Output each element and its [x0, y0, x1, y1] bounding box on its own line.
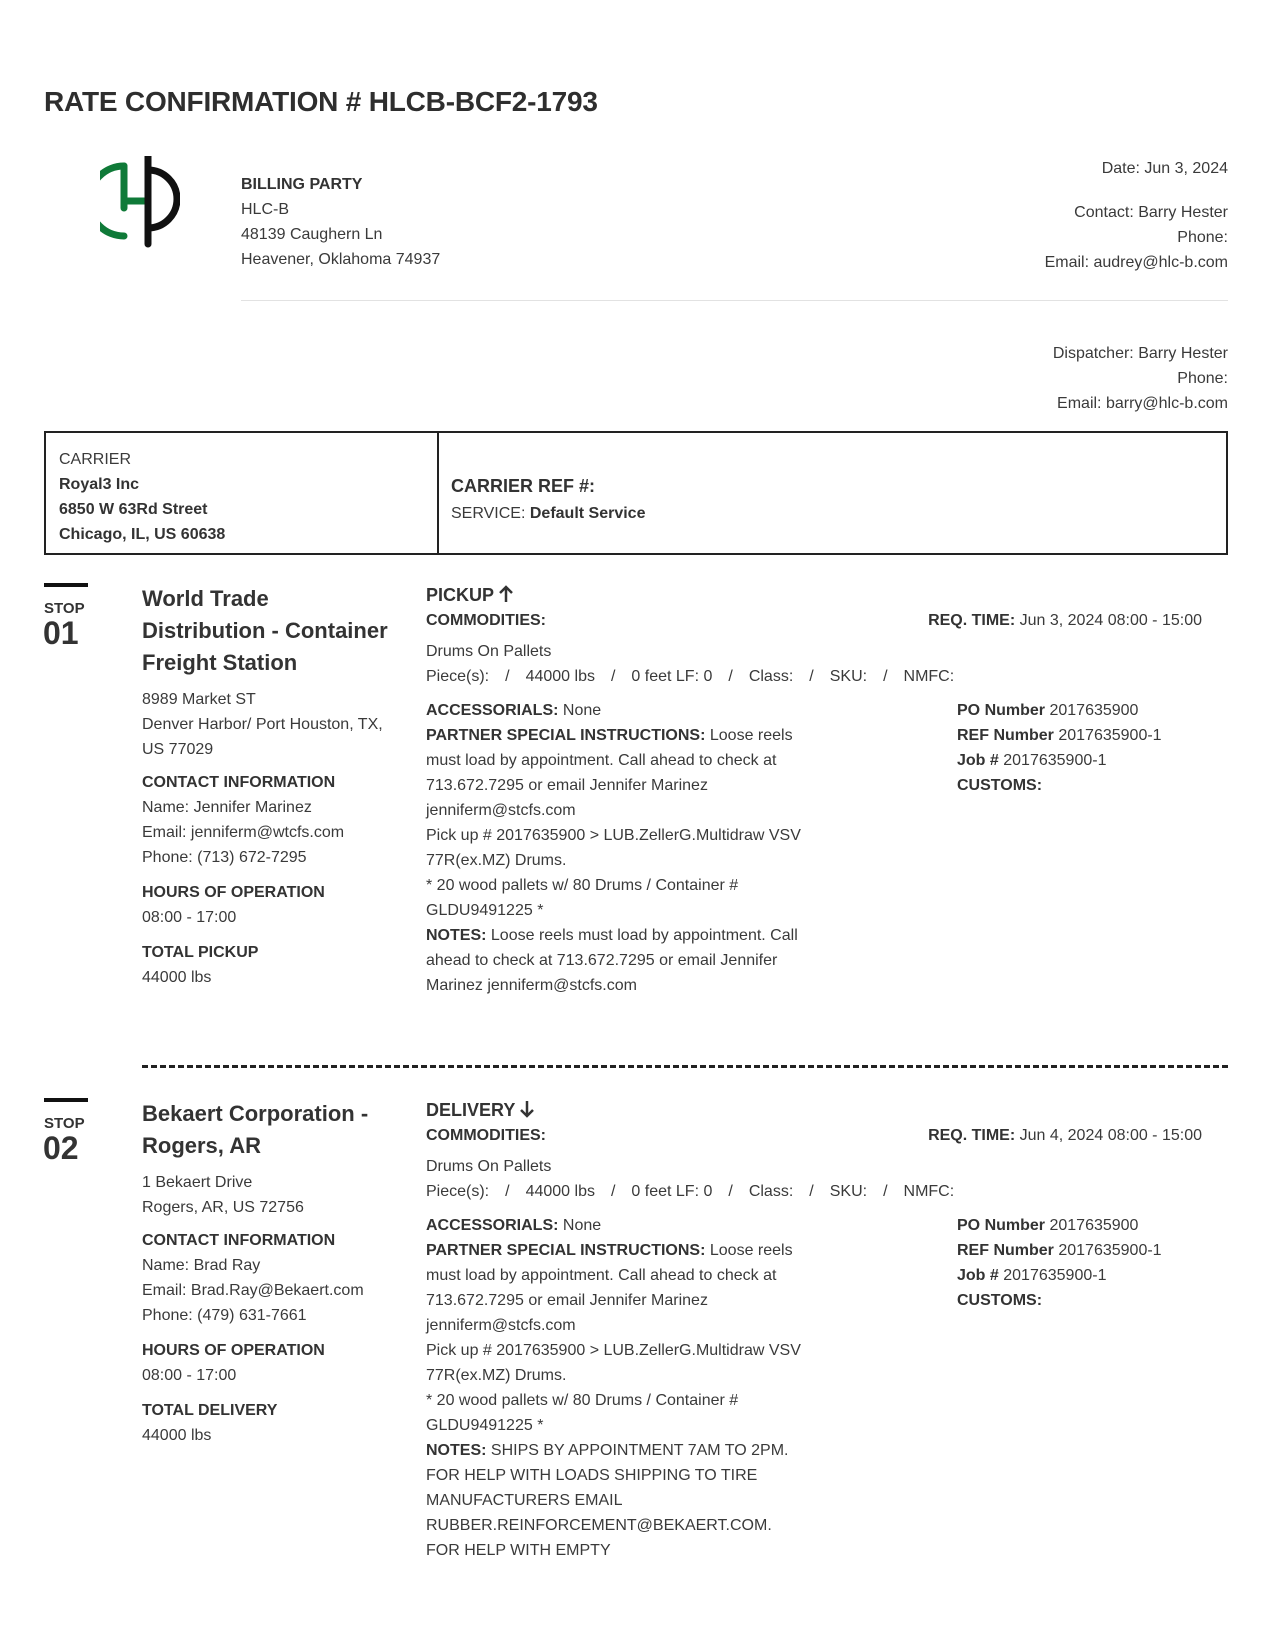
commodity-name: Drums On Pallets [426, 1158, 552, 1175]
job-label: Job # [957, 1267, 999, 1284]
hlc-logo-icon [100, 156, 180, 248]
billing-address-1: 48139 Caughern Ln [241, 226, 383, 243]
req-time [928, 608, 1202, 633]
job-line [957, 748, 1162, 773]
accessorials-line [426, 698, 801, 723]
accessorials-value: None [562, 1217, 602, 1234]
pallet-line: * 20 wood pallets w/ 80 Drums / Container # GLDU9491225 * [426, 1392, 739, 1434]
stop-contact-name: Name: Brad Ray [142, 1257, 261, 1274]
hours-value: 08:00 - 17:00 [142, 1367, 237, 1384]
stop-contact-email: Email: Brad.Ray@Bekaert.com [142, 1282, 364, 1299]
carrier-ref-label: CARRIER REF #: [451, 476, 596, 496]
pieces-field: 0 feet LF: 0 [631, 668, 713, 685]
service-line [451, 500, 1226, 528]
total-value: 44000 lbs [142, 1427, 212, 1444]
action-heading [426, 583, 1216, 608]
req-time-label: REQ. TIME: [928, 612, 1016, 629]
total-value: 44000 lbs [142, 969, 212, 986]
address-line-2: Denver Harbor/ Port Houston, TX, US 77029 [142, 716, 383, 758]
stop-number: 01 [43, 615, 79, 651]
arrow-down-icon [519, 1100, 535, 1118]
pieces-field: 44000 lbs [525, 1183, 595, 1200]
stop-contact-email: Email: jenniferm@wtcfs.com [142, 824, 345, 841]
billing-name: HLC-B [241, 201, 290, 218]
stop-details [426, 583, 1216, 998]
pieces-separator: / [883, 668, 888, 685]
contact-phone: Phone: [1177, 229, 1228, 246]
pieces-row [426, 1179, 1216, 1204]
reference-numbers [957, 698, 1162, 998]
action-heading [426, 1098, 1216, 1123]
contact-name: Contact: Barry Hester [1074, 204, 1228, 221]
notes-text: SHIPS BY APPOINTMENT 7AM TO 2PM. FOR HELP WITH LOADS SHIPPING TO TIRE MANUFACTURERS EMAIL RUBBER.REINFORCEMENT@BEKAERT.COM. FOR HELP WITH EMPTY [426, 1442, 789, 1559]
notes-text: Loose reels must load by appointment. Call ahead to check at 713.672.7295 or email Jennifer Marinez jenniferm@stcfs.com [426, 927, 798, 994]
ref-line [957, 723, 1162, 748]
service-label: SERVICE: [451, 505, 526, 522]
notes-label: NOTES: [426, 927, 487, 944]
ref-value: 2017635900-1 [1058, 727, 1162, 744]
service-value: Default Service [529, 505, 646, 522]
pieces-field: Class: [748, 668, 794, 685]
carrier-details [46, 433, 439, 553]
po-value: 2017635900 [1049, 702, 1139, 719]
contact-email: Email: audrey@hlc-b.com [1044, 254, 1228, 271]
job-line [957, 1263, 1162, 1288]
details-columns [426, 698, 1216, 998]
dispatcher-name: Dispatcher: Barry Hester [1052, 345, 1228, 362]
action-label: PICKUP [426, 585, 495, 605]
commodities-row [426, 608, 1216, 633]
carrier-address-2: Chicago, IL, US 60638 [59, 526, 226, 543]
pieces-field: SKU: [829, 1183, 868, 1200]
contact-heading: CONTACT INFORMATION [142, 1232, 336, 1249]
ref-label: REF Number [957, 1242, 1054, 1259]
stop-contact-phone: Phone: (479) 631-7661 [142, 1307, 307, 1324]
commodities-label: COMMODITIES: [426, 612, 546, 629]
carrier-box [44, 431, 1228, 555]
req-time-value: Jun 3, 2024 08:00 - 15:00 [1019, 612, 1202, 629]
special-instructions-label: PARTNER SPECIAL INSTRUCTIONS: [426, 1242, 706, 1259]
location-address [142, 1170, 397, 1220]
instructions [426, 698, 801, 998]
dispatcher-email: Email: barry@hlc-b.com [1057, 395, 1228, 412]
job-value: 2017635900-1 [1003, 1267, 1107, 1284]
accessorials-label: ACCESSORIALS: [426, 1217, 559, 1234]
pickup-line: Pick up # 2017635900 > LUB.ZellerG.Multidraw VSV 77R(ex.MZ) Drums. [426, 827, 801, 869]
billing-party [241, 172, 440, 272]
special-instructions-text: Loose reels must load by appointment. Call ahead to check at 713.672.7295 or email Jennifer Marinez jenniferm@stcfs.com [426, 727, 793, 819]
po-line [957, 1213, 1162, 1238]
pieces-separator: / [610, 668, 616, 685]
pieces-separator: / [728, 1183, 733, 1200]
total-heading: TOTAL PICKUP [142, 944, 259, 961]
carrier-name: Royal3 Inc [59, 476, 140, 493]
ref-line [957, 1238, 1162, 1263]
total-heading: TOTAL DELIVERY [142, 1402, 278, 1419]
job-value: 2017635900-1 [1003, 752, 1107, 769]
pieces-separator: / [610, 1183, 616, 1200]
pieces-field: Piece(s): [426, 1183, 490, 1200]
pieces-field: NMFC: [903, 1183, 955, 1200]
pieces-separator: / [728, 668, 733, 685]
pallet-line: * 20 wood pallets w/ 80 Drums / Container # GLDU9491225 * [426, 877, 739, 919]
location-address [142, 687, 397, 762]
ref-label: REF Number [957, 727, 1054, 744]
customs-label: CUSTOMS: [957, 777, 1043, 794]
instructions [426, 1213, 801, 1563]
stop-location [142, 583, 397, 990]
arrow-up-icon [498, 585, 514, 603]
commodity-name: Drums On Pallets [426, 643, 552, 660]
pieces-separator: / [883, 1183, 888, 1200]
billing-heading: BILLING PARTY [241, 176, 363, 193]
ref-value: 2017635900-1 [1058, 1242, 1162, 1259]
stop-location [142, 1098, 397, 1448]
location-name: World Trade Distribution - Container Freight Station [142, 586, 388, 675]
hours-heading: HOURS OF OPERATION [142, 884, 325, 901]
req-time [928, 1123, 1202, 1148]
pieces-field: 0 feet LF: 0 [631, 1183, 713, 1200]
pieces-field: SKU: [829, 668, 868, 685]
divider [241, 300, 1228, 301]
po-line [957, 698, 1162, 723]
address-line-2: Rogers, AR, US 72756 [142, 1199, 304, 1216]
dispatcher-info [1053, 341, 1228, 416]
pickup-line: Pick up # 2017635900 > LUB.ZellerG.Multidraw VSV 77R(ex.MZ) Drums. [426, 1342, 801, 1384]
special-instructions [426, 723, 801, 823]
pieces-separator: / [809, 668, 814, 685]
accessorials-value: None [562, 702, 602, 719]
reference-numbers [957, 1213, 1162, 1563]
pieces-field: Class: [748, 1183, 794, 1200]
contact-info [1045, 156, 1228, 275]
stop-number: 02 [43, 1130, 79, 1166]
customs-label: CUSTOMS: [957, 1292, 1043, 1309]
special-instructions-text: Loose reels must load by appointment. Call ahead to check at 713.672.7295 or email Jennifer Marinez jenniferm@stcfs.com [426, 1242, 793, 1334]
billing-address-2: Heavener, Oklahoma 74937 [241, 251, 441, 268]
stop-bar [44, 1098, 88, 1102]
commodities-row [426, 1123, 1216, 1148]
action-label: DELIVERY [426, 1100, 516, 1120]
commodity-block [426, 1154, 1216, 1204]
notes [426, 923, 801, 998]
document-date: Date: Jun 3, 2024 [1101, 160, 1228, 177]
hours-heading: HOURS OF OPERATION [142, 1342, 325, 1359]
po-value: 2017635900 [1049, 1217, 1139, 1234]
carrier-label: CARRIER [59, 451, 132, 468]
page-title: RATE CONFIRMATION # HLCB-BCF2-1793 [44, 86, 598, 117]
pieces-field: NMFC: [903, 668, 955, 685]
req-time-value: Jun 4, 2024 08:00 - 15:00 [1019, 1127, 1202, 1144]
commodity-block [426, 639, 1216, 689]
location-name: Bekaert Corporation - Rogers, AR [142, 1101, 369, 1158]
job-label: Job # [957, 752, 999, 769]
accessorials-label: ACCESSORIALS: [426, 702, 559, 719]
special-instructions [426, 1238, 801, 1338]
pieces-separator: / [809, 1183, 814, 1200]
special-instructions-label: PARTNER SPECIAL INSTRUCTIONS: [426, 727, 706, 744]
pieces-field: Piece(s): [426, 668, 490, 685]
carrier-address-1: 6850 W 63Rd Street [59, 501, 208, 518]
pieces-row [426, 664, 1216, 689]
address-line-1: 1 Bekaert Drive [142, 1174, 253, 1191]
stop-label: STOP [44, 1115, 85, 1132]
pieces-field: 44000 lbs [525, 668, 595, 685]
details-columns [426, 1213, 1216, 1563]
po-label: PO Number [957, 1217, 1046, 1234]
pieces-separator: / [505, 1183, 510, 1200]
hours-value: 08:00 - 17:00 [142, 909, 237, 926]
address-line-1: 8989 Market ST [142, 691, 256, 708]
notes [426, 1438, 801, 1563]
accessorials-line [426, 1213, 801, 1238]
stop-bar [44, 583, 88, 587]
carrier-ref [439, 433, 1226, 553]
notes-label: NOTES: [426, 1442, 487, 1459]
contact-heading: CONTACT INFORMATION [142, 774, 336, 791]
stop-details [426, 1098, 1216, 1563]
commodities-label: COMMODITIES: [426, 1127, 546, 1144]
req-time-label: REQ. TIME: [928, 1127, 1016, 1144]
stop-label: STOP [44, 600, 85, 617]
stop-divider [142, 1065, 1228, 1068]
dispatcher-phone: Phone: [1177, 370, 1228, 387]
stop-contact-name: Name: Jennifer Marinez [142, 799, 312, 816]
pieces-separator: / [505, 668, 510, 685]
stop-contact-phone: Phone: (713) 672-7295 [142, 849, 307, 866]
po-label: PO Number [957, 702, 1046, 719]
